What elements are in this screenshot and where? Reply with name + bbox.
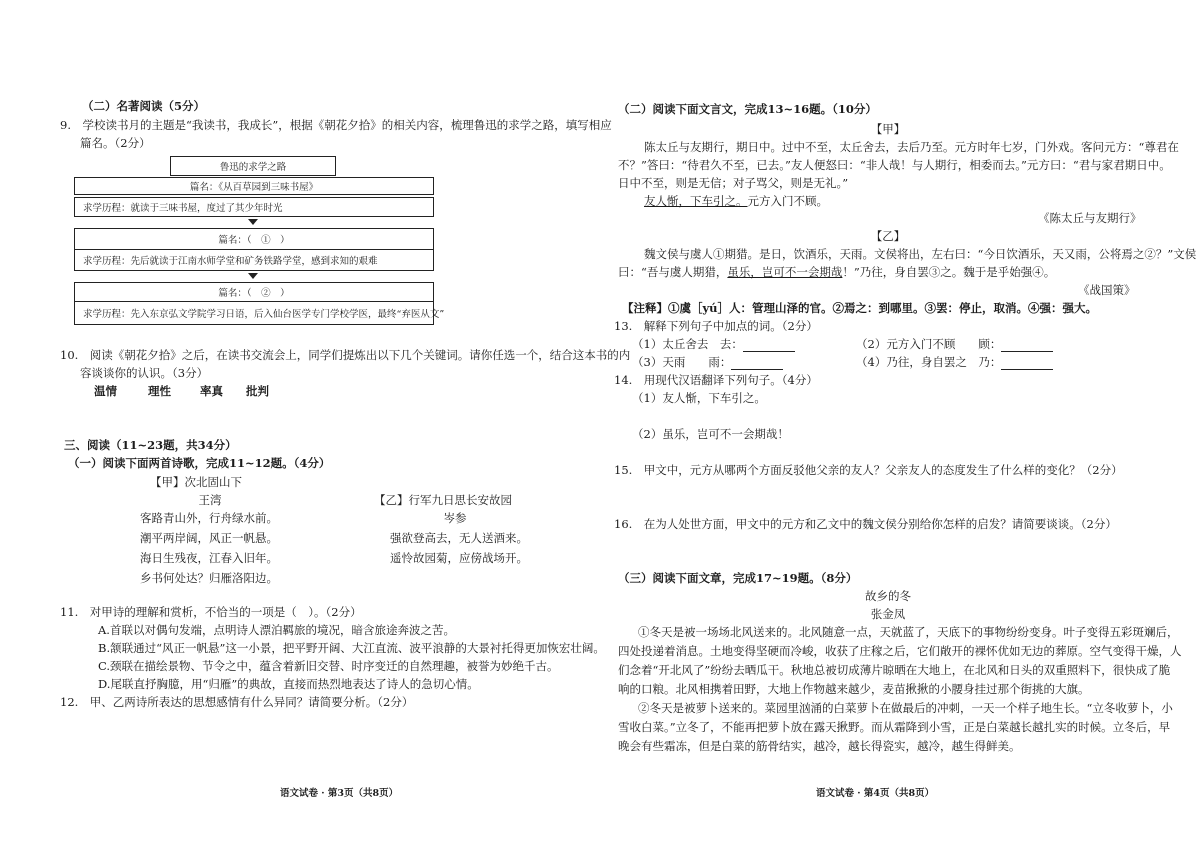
poem-a-line-4: 乡书何处达？归雁洛阳边。: [140, 571, 278, 585]
question-11-option-d: D.尾联直抒胸臆，用“归雁”的典故，直接而热烈地表达了诗人的急切心情。: [98, 677, 479, 691]
question-10-line-2: 容谈谈你的认识。（3分）: [80, 366, 209, 380]
passage-a-line-1: 陈太丘与友期行，期日中。过中不至，太丘舍去，去后乃至。元方时年七岁，门外戏。客问元方：“尊君在: [644, 140, 1179, 154]
keyword-2: 理性: [148, 384, 171, 398]
question-15: 15. 甲文中，元方从哪两个方面反驳他父亲的友人？父亲友人的态度发生了什么样的变化？（2分）: [614, 463, 1123, 477]
essay-line-4: 响的口粮。北风相携着田野，大地上作物越来越少，麦苗揪揪的小腰身挂过那个街挑的大旗。: [618, 682, 1090, 696]
poem-a-title: 【甲】次北固山下: [150, 475, 242, 489]
page-footer-4: 语文试卷 · 第4页（共8页）: [816, 788, 935, 799]
question-10-line-1: 10. 阅读《朝花夕拾》之后，在读书交流会上，同学们提炼出以下几个关键词。请你任选一个，结合这本书的内: [60, 348, 631, 362]
flowchart-box-2: 求学历程：就读于三味书屋，度过了其少年时光: [74, 197, 434, 217]
passage-a-line-4: [644, 193, 828, 209]
left-page: [60, 0, 631, 849]
essay-line-7: 晚会有些霜冻，但是白菜的筋骨结实，越冷，越长得瓷实，越冷，越生得鲜美。: [618, 739, 1021, 753]
right-page: [608, 0, 1197, 849]
essay-line-5: ②冬天是被萝卜送来的。菜园里汹涌的白菜萝卜在做最后的冲刺，一天一个样子地生长。“立冬收萝卜，小: [638, 701, 1173, 715]
poem-a-line-3: 海日生残夜，江春入旧年。: [140, 551, 278, 565]
question-9-line-2: 篇名。（2分）: [80, 136, 151, 150]
question-14-item-2: （2）虽乐，岂可不一会期哉！: [632, 427, 789, 441]
poem-a-line-2: 潮平两岸阔，风正一帆悬。: [140, 531, 278, 545]
passage-a-line-3: 日中不至，则是无信；对子骂父，则是无礼。”: [618, 176, 849, 190]
poem-b-author: 岑参: [443, 511, 467, 525]
poem-a-author: 王湾: [198, 493, 222, 507]
page-footer-3: 语文试卷 · 第3页（共8页）: [280, 788, 399, 799]
essay-title: 故乡的冬: [865, 589, 911, 603]
question-9-line-1: 9. 学校读书月的主题是“我读书，我成长”，根据《朝花夕拾》的相关内容，梳理鲁迅的求学之路，填写相应: [60, 118, 612, 132]
keyword-4: 批判: [246, 384, 269, 398]
answer-blank-13-1[interactable]: [743, 339, 795, 352]
poem-a-line-1: 客路青山外，行舟绿水前。: [140, 511, 278, 525]
flowchart-arrow-1: [248, 219, 258, 225]
question-13-item-1: （1）太丘舍去 去：: [632, 336, 795, 352]
flowchart-box-4: 求学历程：先后就读于江南水师学堂和矿务铁路学堂，感到求知的艰难: [74, 249, 434, 271]
passage-b-line-1: 魏文侯与虞人①期猎。是日，饮酒乐，天雨。文侯将出，左右曰：“今日饮酒乐，天又雨，公将焉之②？”文侯: [644, 247, 1197, 261]
flowchart-box-3: 篇名：（ ① ）: [74, 228, 434, 250]
question-13-item-3: （3）天雨 雨：: [632, 354, 783, 370]
passage-a-line-2: 不？”答曰：“待君久不至，已去。”友人便怒曰：“非人哉！与人期行，相委而去。”元方曰：“君与家君期日中。: [618, 158, 1171, 172]
keyword-3: 率真: [200, 384, 223, 398]
flowchart-box-6: 求学历程：先入东京弘文学院学习日语，后入仙台医学专门学校学医，最终“弃医从文”: [74, 301, 434, 325]
subsection-essay-title: （三）阅读下面文章，完成17~19题。（8分）: [618, 571, 858, 585]
question-11-option-c: C.颈联在描绘景物、节令之中，蕴含着新旧交替、时序变迁的自然理趣，被誉为妙绝千古。: [98, 659, 559, 673]
answer-blank-13-4[interactable]: [1001, 357, 1053, 370]
passage-a-line-4-rest: 元方入门不顾。: [747, 194, 828, 208]
question-16: 16. 在为人处世方面，甲文中的元方和乙文中的魏文侯分别给你怎样的启发？请简要谈谈。（2分）: [614, 517, 1117, 531]
question-14-item-1: （1）友人惭，下车引之。: [632, 391, 766, 405]
keyword-1: 温情: [94, 384, 117, 398]
section-famous-reading-title: （二）名著阅读（5分）: [82, 99, 206, 113]
poem-b-title: 【乙】行军九日思长安故园: [374, 493, 512, 507]
passage-b-underlined: 虽乐，岂可不一会期哉: [727, 265, 843, 279]
annotation-notes: 【注释】①虞［yú］人：管理山泽的官。②焉之：到哪里。③罢：停止，取消。④强：强大。: [622, 301, 1098, 315]
passage-b-line-2-pre: 曰：“吾与虞人期猎，: [618, 265, 728, 279]
passage-a-underlined: 友人惭，下车引之。: [644, 194, 748, 208]
question-13: 13. 解释下列句子中加点的词。（2分）: [614, 319, 818, 333]
question-12: 12. 甲、乙两诗所表达的思想感情有什么异同？请简要分析。（2分）: [60, 695, 414, 709]
essay-line-6: 雪收白菜。”立冬了，不能再把萝卜放在露天揪野。而从霜降到小雪，正是白菜越长越扎实的时候。立冬后，早: [618, 720, 1171, 734]
question-14: 14. 用现代汉语翻译下列句子。（4分）: [614, 373, 818, 387]
question-11: 11. 对甲诗的理解和赏析，不恰当的一项是（ ）。（2分）: [60, 605, 362, 619]
poem-b-line-1: 强欲登高去，无人送酒来。: [390, 531, 528, 545]
essay-author: 张金凤: [870, 607, 906, 621]
passage-a-source: 《陈太丘与友期行》: [1038, 211, 1142, 225]
passage-b-label: 【乙】: [870, 229, 906, 243]
passage-a-label: 【甲】: [870, 122, 906, 136]
essay-line-2: 四处投递着消息。土地变得坚硬而冷峻，收获了庄稼之后，它们敞开的裸怀优如无边的葬原。空气变得干燥，人: [618, 644, 1182, 658]
section-reading-title: 三、阅读（11~23题，共34分）: [64, 438, 237, 452]
passage-b-line-2: [618, 264, 1055, 280]
question-13-item-4: （4）乃往，身自罢之 乃：: [856, 354, 1053, 370]
poem-b-line-2: 遥怜故园菊，应傍战场开。: [390, 551, 528, 565]
flowchart-title: 鲁迅的求学之路: [170, 156, 336, 176]
essay-line-1: ①冬天是被一场场北风送来的。北风随意一点，天就蓝了，天底下的事物纷纷变身。叶子变得五彩斑斓后，: [638, 625, 1179, 639]
question-11-option-a: A.首联以对偶句发端，点明诗人漂泊羁旅的境况，暗含旅途奔波之苦。: [98, 623, 455, 637]
passage-b-line-2-post: ！”乃往，身自罢③之。魏于是乎始强④。: [842, 265, 1056, 279]
answer-blank-13-2[interactable]: [1001, 339, 1053, 352]
essay-line-3: 们念着“开北风了”纷纷去晒瓜干。秋地总被切成薄片晾晒在大地上，在北风和日头的双重照料下，很快成了脆: [618, 663, 1171, 677]
flowchart-arrow-2: [248, 273, 258, 279]
subsection-poems-title: （一）阅读下面两首诗歌，完成11~12题。（4分）: [68, 456, 331, 470]
flowchart-box-5: 篇名：（ ② ）: [74, 282, 434, 302]
question-11-option-b: B.颔联通过“风正一帆悬”这一小景，把平野开阔、大江直流、波平浪静的大景衬托得更加恢宏壮阔。: [98, 641, 605, 655]
section-classical-reading-title: （二）阅读下面文言文，完成13~16题。（10分）: [618, 102, 877, 116]
question-13-item-2: （2）元方入门不顾 顾：: [856, 336, 1053, 352]
answer-blank-13-3[interactable]: [731, 357, 783, 370]
flowchart-box-1: 篇名：《从百草园到三味书屋》: [74, 177, 434, 195]
passage-b-source: 《战国策》: [1078, 283, 1136, 297]
